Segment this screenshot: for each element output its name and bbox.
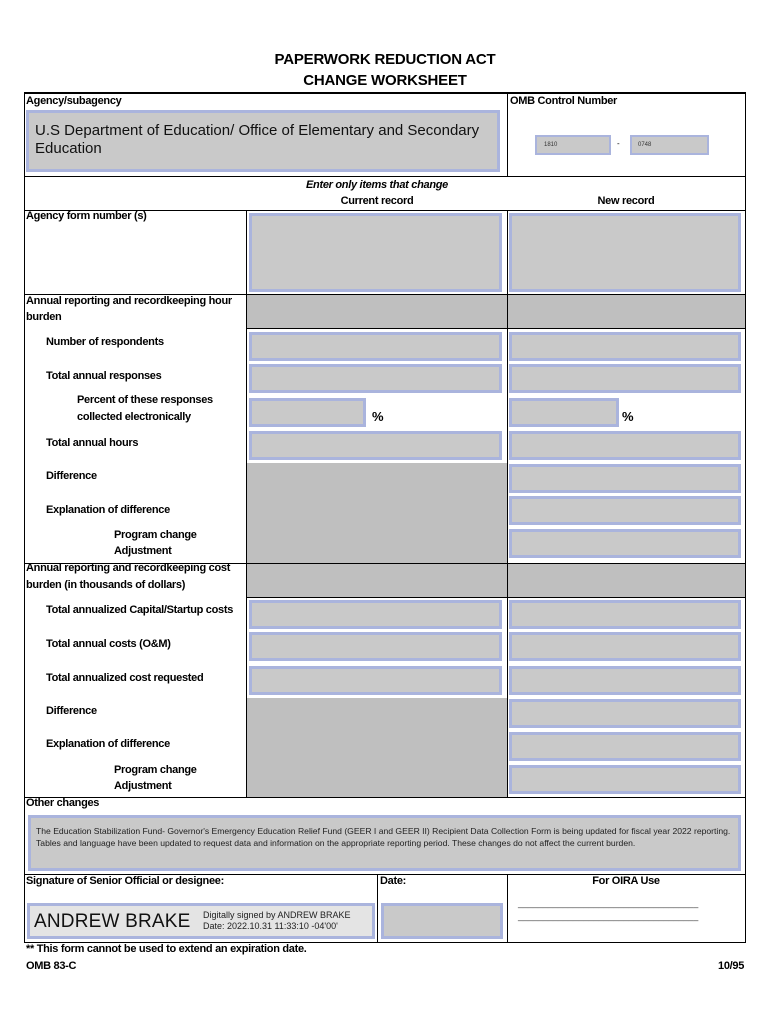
hour-burden-new-shade <box>508 295 745 328</box>
form-title-line2: CHANGE WORKSHEET <box>303 72 467 89</box>
new-percent-field[interactable] <box>509 398 619 427</box>
other-changes-field[interactable] <box>28 815 741 871</box>
new-capital-field[interactable] <box>509 600 741 629</box>
signature-name: ANDREW BRAKE <box>34 911 191 932</box>
oira-use-label: For OIRA Use <box>592 875 660 887</box>
total-annual-responses-label: Total annual responses <box>46 370 162 382</box>
omb-number-field-2[interactable] <box>630 135 709 155</box>
percent-label-1: Percent of these responses <box>77 394 213 406</box>
signature-date-divider <box>377 874 378 942</box>
hour-burden-label-1: Annual reporting and recordkeeping hour <box>26 295 232 307</box>
form-date: 10/95 <box>718 960 745 972</box>
current-om-field[interactable] <box>249 632 502 661</box>
signature-digital-line2: Date: 2022.10.31 11:33:10 -04'00' <box>203 921 338 931</box>
section-divider-1 <box>24 176 746 177</box>
omb-control-label: OMB Control Number <box>510 95 618 107</box>
omb-number-field-1[interactable] <box>535 135 611 155</box>
om-costs-label: Total annual costs (O&M) <box>46 638 171 650</box>
form-identifier: OMB 83-C <box>26 960 77 972</box>
new-form-number-field[interactable] <box>509 213 741 292</box>
number-of-respondents-label: Number of respondents <box>46 336 164 348</box>
cost-adjustment-label: Adjustment <box>114 780 172 792</box>
new-om-field[interactable] <box>509 632 741 661</box>
hour-program-change-label: Program change <box>114 529 197 541</box>
new-cost-difference-field[interactable] <box>509 699 741 728</box>
new-record-heading: New record <box>597 195 655 207</box>
current-percent-field[interactable] <box>249 398 366 427</box>
cost-requested-label: Total annualized cost requested <box>46 672 204 684</box>
omb-number-part1: 1810 <box>544 142 558 148</box>
new-hour-program-change-field[interactable] <box>509 496 741 525</box>
percent-label-2: collected electronically <box>77 411 191 423</box>
cost-explanation-label: Explanation of difference <box>46 738 170 750</box>
top-border <box>24 92 746 94</box>
form-title-line1: PAPERWORK REDUCTION ACT <box>274 51 496 68</box>
hour-difference-current-shade <box>247 463 507 563</box>
oira-line-2: ____________________________________ <box>518 911 699 921</box>
new-cost-adjustment-field[interactable] <box>509 765 741 794</box>
other-changes-text: The Education Stabilization Fund- Governor's Emergency Education Relief Fund (GEER I and GEER II) Recipient Data Collection Form is being updated for fiscal year 2022 reporting. Tables and language have been updated to request data and information on the appropriate reporting period. These changes do not affect the current burden. <box>36 826 731 848</box>
new-cost-requested-field[interactable] <box>509 666 741 695</box>
new-hour-adjustment-field[interactable] <box>509 529 741 558</box>
capital-costs-label: Total annualized Capital/Startup costs <box>46 604 234 616</box>
agency-label: Agency/subagency <box>26 95 122 107</box>
current-cost-requested-field[interactable] <box>249 666 502 695</box>
cost-burden-current-shade <box>247 564 507 597</box>
agency-omb-divider <box>507 92 508 177</box>
oira-line-1: ____________________________________ <box>518 898 699 908</box>
hour-difference-label: Difference <box>46 470 97 482</box>
cost-burden-new-shade <box>508 564 745 597</box>
date-label: Date: <box>380 875 407 887</box>
cost-burden-label-1: Annual reporting and recordkeeping cost <box>26 562 231 574</box>
hour-burden-label-2: burden <box>26 311 62 323</box>
omb-number-part2: 0748 <box>638 142 652 148</box>
omb-separator: - <box>617 139 620 148</box>
current-respondents-field[interactable] <box>249 332 502 361</box>
current-record-heading: Current record <box>340 195 414 207</box>
new-respondents-field[interactable] <box>509 332 741 361</box>
new-cost-program-change-field[interactable] <box>509 732 741 761</box>
right-border <box>745 92 746 942</box>
current-percent-sign: % <box>372 409 384 424</box>
total-annual-hours-label: Total annual hours <box>46 437 139 449</box>
row-divider-hour-sub <box>246 328 746 329</box>
current-responses-field[interactable] <box>249 364 502 393</box>
new-hours-field[interactable] <box>509 431 741 460</box>
hour-burden-current-shade <box>247 295 507 328</box>
new-hour-difference-field[interactable] <box>509 464 741 493</box>
agency-form-number-label: Agency form number (s) <box>26 210 147 222</box>
signature-field[interactable] <box>27 903 375 939</box>
current-capital-field[interactable] <box>249 600 502 629</box>
left-border <box>24 92 25 942</box>
row-divider-cost-sub <box>246 597 746 598</box>
agency-field[interactable] <box>26 110 500 172</box>
instruction-text: Enter only items that change <box>306 179 448 191</box>
new-responses-field[interactable] <box>509 364 741 393</box>
new-percent-sign: % <box>622 409 634 424</box>
cost-program-change-label: Program change <box>114 764 197 776</box>
signature-label: Signature of Senior Official or designee: <box>26 875 224 887</box>
hour-adjustment-label: Adjustment <box>114 545 172 557</box>
date-field[interactable] <box>381 903 503 939</box>
signature-digital-line1: Digitally signed by ANDREW BRAKE <box>203 910 351 920</box>
row-divider-other <box>24 797 746 798</box>
hour-explanation-label: Explanation of difference <box>46 504 170 516</box>
other-changes-label: Other changes <box>26 797 100 809</box>
cost-burden-label-2: burden (in thousands of dollars) <box>26 579 186 591</box>
cost-difference-current-shade <box>247 698 507 797</box>
agency-value: U.S Department of Education/ Office of Elementary and Secondary Education <box>35 122 480 157</box>
current-form-number-field[interactable] <box>249 213 502 292</box>
cost-difference-label: Difference <box>46 705 97 717</box>
current-hours-field[interactable] <box>249 431 502 460</box>
footer-note: ** This form cannot be used to extend an expiration date. <box>26 943 307 955</box>
